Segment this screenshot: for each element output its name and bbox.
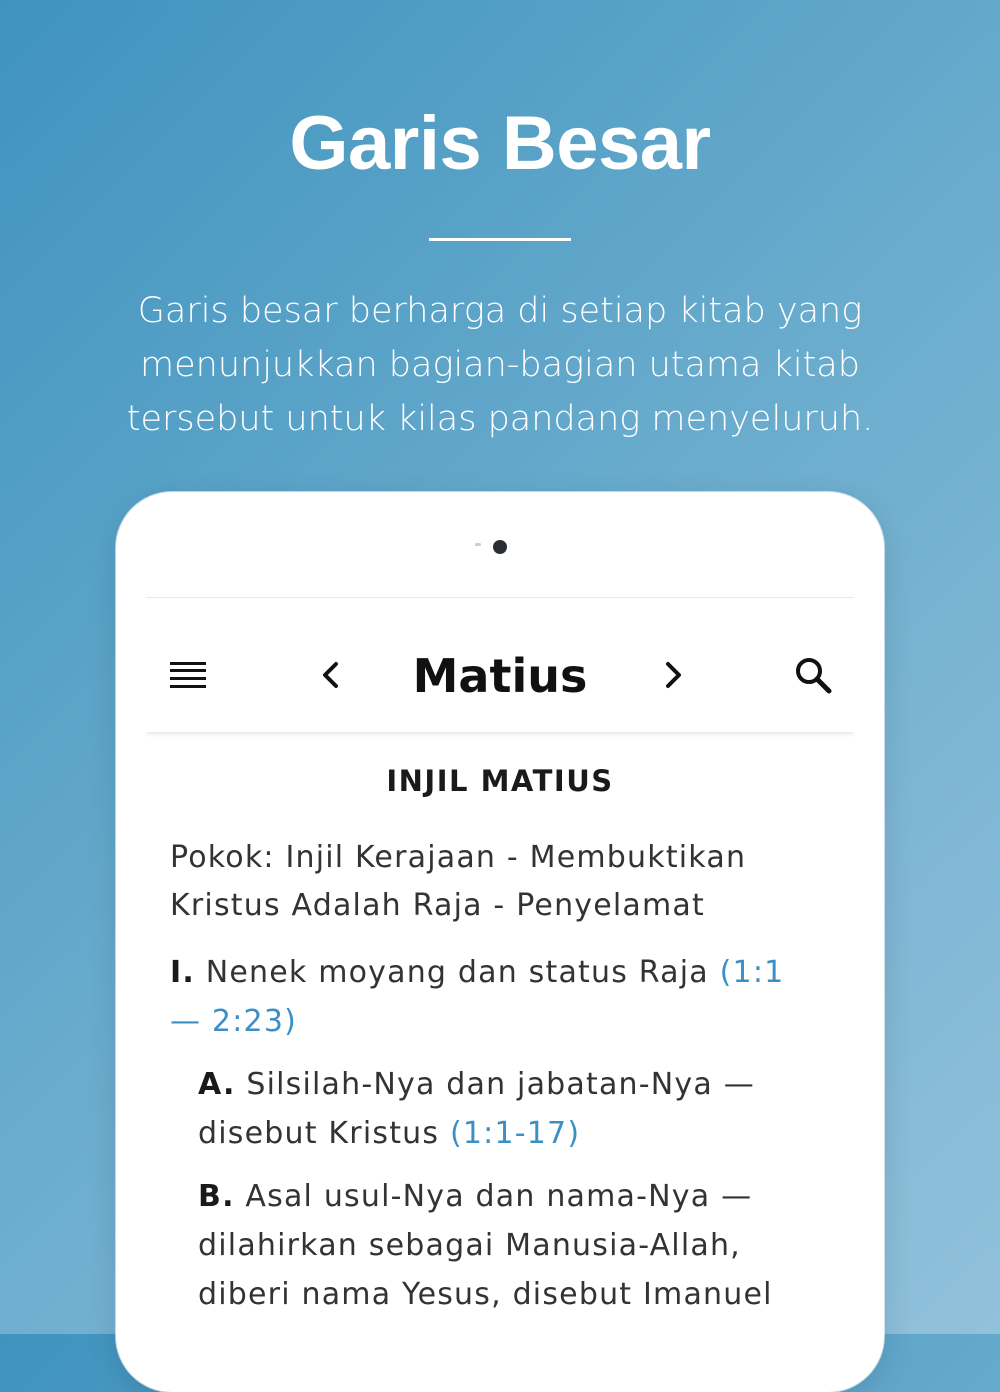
- theme-statement: Pokok: Injil Kerajaan - Membuktikan Kristus Adalah Raja - Penyelamat: [170, 840, 747, 923]
- outline-marker: I.: [170, 955, 195, 990]
- promo-headline: Garis Besar: [289, 101, 711, 186]
- section-heading: INJIL MATIUS: [386, 764, 614, 798]
- outline-text: Silsilah-Nya dan jabatan-Nya — disebut Kristus: [198, 1067, 755, 1151]
- tablet-sensor: [475, 543, 481, 546]
- promo-description: Garis besar berharga di setiap kitab yang menunjukkan bagian-bagian utama kitab tersebut untuk kilas pandang menyeluruh.: [126, 291, 874, 439]
- app-screen: [146, 597, 854, 1358]
- hamburger-menu-icon[interactable]: [168, 660, 208, 690]
- outline-text: Asal usul-Nya dan nama-Nya — dilahirkan sebagai Manusia-Allah, diberi nama Yesus, disebut Imanuel: [198, 1179, 773, 1312]
- app-bar: [146, 598, 854, 732]
- verse-reference-link[interactable]: (1:1-17): [449, 1116, 581, 1151]
- outline-text: Nenek moyang dan status Raja: [205, 955, 709, 990]
- outline-content: [146, 732, 854, 1319]
- outline-item: [198, 1172, 808, 1319]
- book-title: Matius: [412, 649, 588, 703]
- tablet-camera: [493, 540, 507, 554]
- chevron-left-icon[interactable]: [316, 658, 346, 692]
- search-icon[interactable]: [792, 654, 834, 696]
- outline-item: [198, 1060, 808, 1158]
- outline-item: [170, 948, 820, 1046]
- outline-marker: A.: [198, 1067, 236, 1102]
- verse-reference-link[interactable]: (1:1 — 2:23): [170, 955, 785, 1039]
- outline-marker: B.: [198, 1179, 235, 1214]
- headline-divider: [429, 238, 571, 241]
- chevron-right-icon[interactable]: [658, 658, 688, 692]
